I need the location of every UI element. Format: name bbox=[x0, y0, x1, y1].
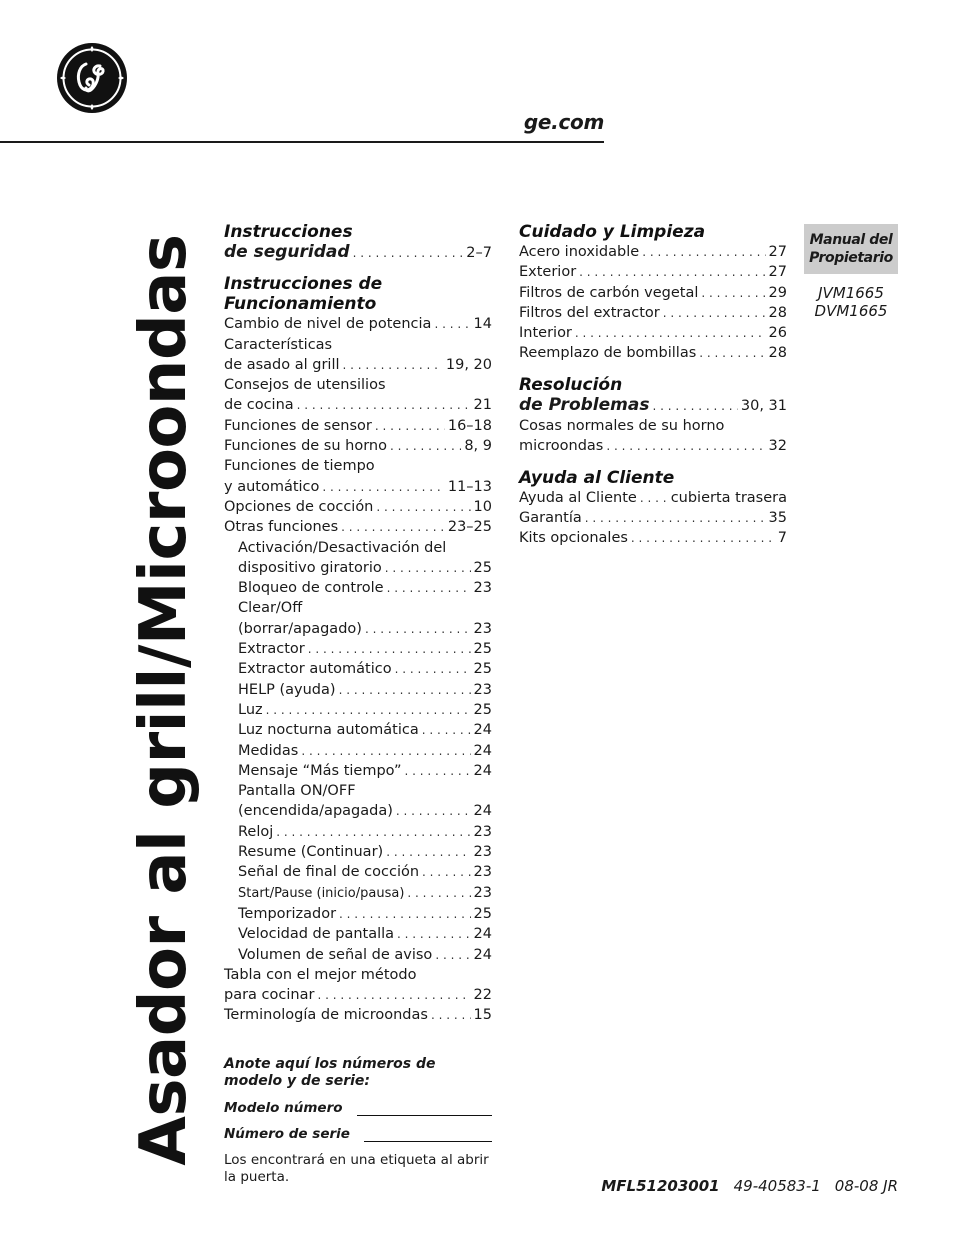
toc-section-care bbox=[519, 222, 787, 364]
toc-entry[interactable]: y automático . . . 11–13 bbox=[224, 477, 492, 497]
section-heading: Instrucciones de bbox=[224, 274, 383, 295]
toc-entry[interactable]: de seguridad . . . 2–7 bbox=[224, 242, 492, 263]
badge-line-2: Propietario bbox=[809, 250, 893, 266]
toc-entry[interactable]: Otras funciones . . . 23–25 bbox=[224, 517, 492, 537]
toc-entry[interactable]: Reemplazo de bombillas . . . 28 bbox=[519, 343, 787, 363]
model-list bbox=[804, 284, 898, 320]
toc-subentry-text: Pantalla ON/OFF bbox=[238, 783, 356, 800]
toc-subentry[interactable]: Resume (Continuar) . . . 23 bbox=[224, 842, 492, 862]
toc-subentry[interactable]: Start/Pause (inicio/pausa) . . . 23 bbox=[224, 883, 492, 904]
toc-entry[interactable]: Funciones de sensor . . . 16–18 bbox=[224, 416, 492, 436]
toc-entry[interactable]: de Problemas . . . 30, 31 bbox=[519, 395, 787, 416]
toc-column-1 bbox=[224, 222, 492, 1037]
toc-entry-text: Funciones de tiempo bbox=[224, 458, 375, 475]
toc-subentry[interactable]: (encendida/apagada) . . . 24 bbox=[224, 801, 492, 821]
header-rule bbox=[0, 141, 604, 143]
print-date: 08-08 JR bbox=[834, 1177, 898, 1195]
toc-subentry[interactable]: (borrar/apagado) . . . 23 bbox=[224, 619, 492, 639]
toc-entry[interactable]: Opciones de cocción . . . 10 bbox=[224, 497, 492, 517]
toc-entry[interactable]: Filtros de carbón vegetal . . . 29 bbox=[519, 283, 787, 303]
toc-subentry[interactable]: Luz . . . 25 bbox=[224, 700, 492, 720]
toc-subentry[interactable]: Bloqueo de controle . . . 23 bbox=[224, 578, 492, 598]
toc-entry[interactable]: Funciones de su horno . . . 8, 9 bbox=[224, 436, 492, 456]
model-number: JVM1665 bbox=[818, 284, 884, 302]
toc-entry-text: Cosas normales de su horno bbox=[519, 418, 725, 435]
toc-entry[interactable]: Interior . . . 26 bbox=[519, 323, 787, 343]
toc-entry[interactable]: Garantía . . . 35 bbox=[519, 508, 787, 528]
record-heading: Anote aquí los números de modelo y de serie: bbox=[224, 1056, 436, 1089]
part-number: 49-40583-1 bbox=[733, 1177, 821, 1195]
publication-code: MFL51203001 bbox=[601, 1177, 720, 1195]
section-heading: Resolución bbox=[519, 374, 623, 395]
toc-subentry[interactable]: Volumen de señal de aviso . . . 24 bbox=[224, 945, 492, 965]
toc-subentry[interactable]: Temporizador . . . 25 bbox=[224, 904, 492, 924]
toc-subentry[interactable]: dispositivo giratorio . . . 25 bbox=[224, 558, 492, 578]
toc-entry-text: Consejos de utensilios bbox=[224, 377, 386, 394]
toc-subentry-text: Clear/Off bbox=[238, 600, 303, 617]
toc-subentry[interactable]: Extractor automático . . . 25 bbox=[224, 659, 492, 679]
toc-subentry-text: Activación/Desactivación del bbox=[238, 539, 447, 556]
toc-section-support bbox=[519, 468, 787, 549]
section-heading: Ayuda al Cliente bbox=[519, 467, 675, 488]
section-heading: Funcionamiento bbox=[224, 294, 377, 315]
toc-subentry[interactable]: HELP (ayuda) . . . 23 bbox=[224, 680, 492, 700]
document-title: Asador al grill/Microondas bbox=[127, 234, 201, 1166]
ge-logo bbox=[56, 42, 128, 114]
owners-manual-badge bbox=[804, 224, 898, 274]
toc-subentry[interactable]: Luz nocturna automática . . . 24 bbox=[224, 720, 492, 740]
model-number-field[interactable] bbox=[224, 1100, 492, 1116]
section-heading: Instrucciones bbox=[224, 222, 353, 242]
toc-section-safety bbox=[224, 222, 492, 263]
toc-entry[interactable]: Exterior . . . 27 bbox=[519, 262, 787, 282]
badge-line-1: Manual del bbox=[809, 232, 893, 248]
toc-subentry[interactable]: Reloj . . . 23 bbox=[224, 822, 492, 842]
model-number-label: Modelo número bbox=[224, 1100, 343, 1116]
serial-number-field[interactable] bbox=[224, 1126, 492, 1142]
toc-entry[interactable]: Terminología de microondas . . . 15 bbox=[224, 1005, 492, 1025]
toc-subentry[interactable]: Velocidad de pantalla . . . 24 bbox=[224, 924, 492, 944]
toc-entry[interactable]: Acero inoxidable . . . 27 bbox=[519, 242, 787, 262]
toc-entry-text: Características bbox=[224, 336, 333, 353]
toc-subentry[interactable]: Extractor . . . 25 bbox=[224, 639, 492, 659]
toc-entry-text: Tabla con el mejor método bbox=[224, 966, 417, 983]
toc-subentry[interactable]: Señal de final de cocción . . . 23 bbox=[224, 862, 492, 882]
toc-entry[interactable]: de cocina . . . 21 bbox=[224, 395, 492, 415]
toc-subentry[interactable]: Mensaje “Más tiempo” . . . 24 bbox=[224, 761, 492, 781]
toc-entry[interactable]: microondas . . . 32 bbox=[519, 436, 787, 456]
toc-column-2 bbox=[519, 222, 787, 560]
toc-section-troubleshooting bbox=[519, 375, 787, 457]
toc-entry[interactable]: Filtros del extractor . . . 28 bbox=[519, 303, 787, 323]
toc-section-operating bbox=[224, 274, 492, 1025]
footer-codes bbox=[520, 1177, 898, 1195]
toc-entry[interactable]: Cambio de nivel de potencia . . . 14 bbox=[224, 314, 492, 334]
toc-entry[interactable]: para cocinar . . . 22 bbox=[224, 985, 492, 1005]
model-number-blank[interactable] bbox=[357, 1103, 492, 1116]
section-heading: Cuidado y Limpieza bbox=[519, 222, 706, 242]
toc-entry[interactable]: Kits opcionales . . . 7 bbox=[519, 528, 787, 548]
serial-number-label: Número de serie bbox=[224, 1126, 350, 1142]
model-number: DVM1665 bbox=[814, 302, 888, 320]
record-note: Los encontrará en una etiqueta al abrir la puerta. bbox=[224, 1152, 489, 1185]
toc-subentry[interactable]: Medidas . . . 24 bbox=[224, 741, 492, 761]
toc-entry[interactable]: de asado al grill . . . 19, 20 bbox=[224, 355, 492, 375]
model-serial-record bbox=[224, 1056, 492, 1186]
site-url[interactable]: ge.com bbox=[523, 110, 604, 134]
toc-entry[interactable]: Ayuda al Cliente . . . cubierta trasera bbox=[519, 488, 787, 508]
serial-number-blank[interactable] bbox=[364, 1129, 492, 1142]
